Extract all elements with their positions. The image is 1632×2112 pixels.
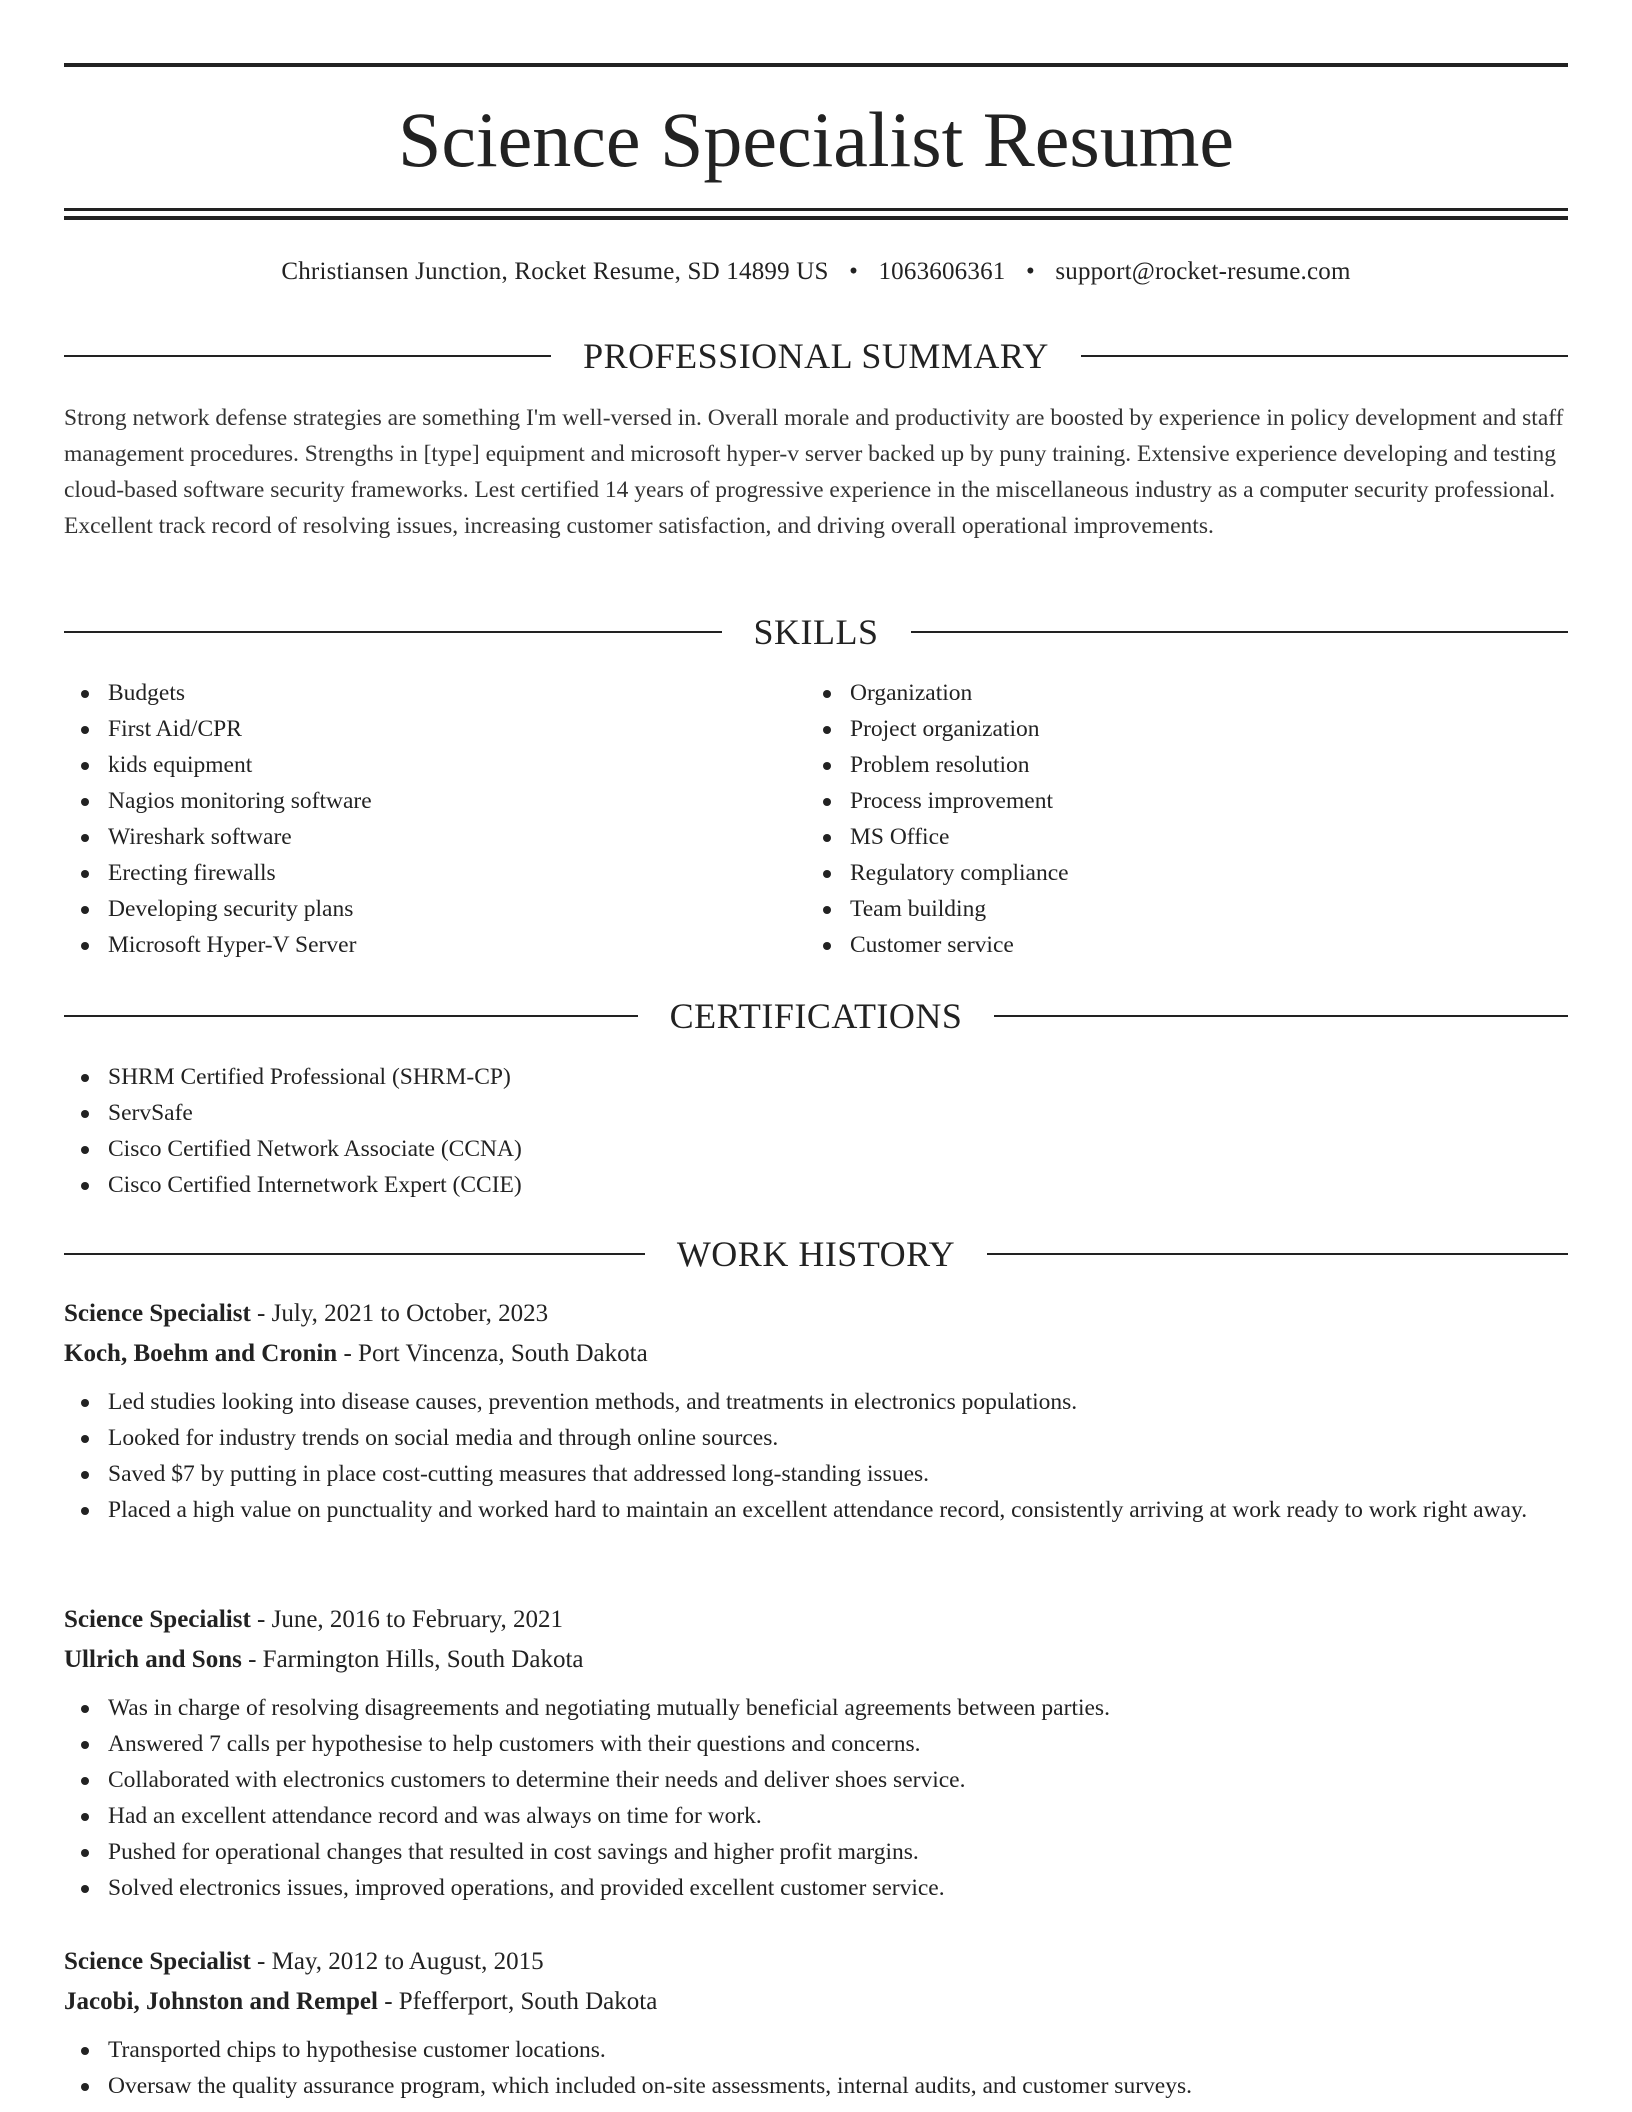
job-title: Science Specialist <box>64 1948 251 1975</box>
skills-list-left <box>64 675 804 963</box>
job-company: Ullrich and Sons <box>64 1646 242 1673</box>
skills-list-right <box>806 675 1546 963</box>
certification-item: ServSafe <box>64 1095 1568 1131</box>
job-duty-item: Collaborated with electronics customers to determine their needs and deliver shoes service. <box>64 1762 1568 1798</box>
section-header-summary <box>64 334 1568 378</box>
skill-item: Developing security plans <box>64 891 804 927</box>
job-title-line <box>64 1600 1568 1640</box>
section-header-skills <box>64 610 1568 654</box>
top-rule <box>64 63 1568 67</box>
job-title-line <box>64 1294 1568 1334</box>
divider-line <box>64 631 722 633</box>
title-rule-upper <box>64 208 1568 211</box>
skill-item: Budgets <box>64 675 804 711</box>
resume-title: Science Specialist Resume <box>397 96 1235 183</box>
skill-item: First Aid/CPR <box>64 711 804 747</box>
certification-item: Cisco Certified Network Associate (CCNA) <box>64 1131 1568 1167</box>
job-duty-item: Answered 7 calls per hypothesise to help customers with their questions and concerns. <box>64 1726 1568 1762</box>
skill-item: Problem resolution <box>806 747 1546 783</box>
skill-item: Wireshark software <box>64 819 804 855</box>
job-duty-item: Had an excellent attendance record and was always on time for work. <box>64 1798 1568 1834</box>
job-company: Jacobi, Johnston and Rempel <box>64 1988 378 2015</box>
job-company-line <box>64 1334 1568 1374</box>
job-duties-list <box>64 2032 1568 2104</box>
skill-item: MS Office <box>806 819 1546 855</box>
divider-line <box>64 1253 645 1255</box>
certification-item: Cisco Certified Internetwork Expert (CCIE) <box>64 1167 1568 1203</box>
job-duty-item: Was in charge of resolving disagreements and negotiating mutually beneficial agreements between parties. <box>64 1690 1568 1726</box>
skill-item: Customer service <box>806 927 1546 963</box>
contact-line <box>64 256 1568 288</box>
section-header-certifications <box>64 994 1568 1038</box>
job-duty-item: Solved electronics issues, improved operations, and provided excellent customer service. <box>64 1870 1568 1906</box>
job-duty-item: Transported chips to hypothesise customer locations. <box>64 2032 1568 2068</box>
certification-item: SHRM Certified Professional (SHRM-CP) <box>64 1059 1568 1095</box>
job-location: - Farmington Hills, South Dakota <box>241 1646 584 1673</box>
skill-item: Project organization <box>806 711 1546 747</box>
job-dates: - May, 2012 to August, 2015 <box>250 1948 544 1975</box>
skill-item: Microsoft Hyper-V Server <box>64 927 804 963</box>
skill-item: kids equipment <box>64 747 804 783</box>
job-company-line <box>64 1982 1568 2022</box>
job-title: Science Specialist <box>64 1606 251 1633</box>
job-duty-item: Oversaw the quality assurance program, which included on-site assessments, internal audits, and customer surveys. <box>64 2068 1568 2104</box>
job-title-line <box>64 1942 1568 1982</box>
job-dates: - July, 2021 to October, 2023 <box>250 1300 549 1327</box>
job-duty-item: Led studies looking into disease causes, prevention methods, and treatments in electronics populations. <box>64 1384 1568 1420</box>
certifications-list <box>64 1059 1568 1203</box>
job-company-line <box>64 1640 1568 1680</box>
section-header-work-history <box>64 1232 1568 1276</box>
divider-line <box>994 1015 1568 1017</box>
divider-line <box>64 1015 638 1017</box>
contact-address: Christiansen Junction, Rocket Resume, SD 14899 US <box>281 258 829 285</box>
job-company: Koch, Boehm and Cronin <box>64 1340 338 1367</box>
job-duties-list <box>64 1690 1568 1906</box>
divider-line <box>911 631 1569 633</box>
job-duty-item: Pushed for operational changes that resulted in cost savings and higher profit margins. <box>64 1834 1568 1870</box>
skill-item: Erecting firewalls <box>64 855 804 891</box>
divider-line <box>64 355 551 357</box>
job-duty-item: Placed a high value on punctuality and worked hard to maintain an excellent attendance record, consistently arriving at work ready to work right away. <box>64 1492 1568 1528</box>
title-rule-lower <box>64 216 1568 220</box>
job-duty-item: Looked for industry trends on social media and through online sources. <box>64 1420 1568 1456</box>
section-title-summary: PROFESSIONAL SUMMARY <box>583 336 1049 376</box>
contact-separator: • <box>1025 258 1035 285</box>
skill-item: Process improvement <box>806 783 1546 819</box>
skill-item: Nagios monitoring software <box>64 783 804 819</box>
job-entry <box>64 1942 1568 2104</box>
job-entry <box>64 1600 1568 1906</box>
skill-item: Organization <box>806 675 1546 711</box>
job-entry <box>64 1294 1568 1528</box>
job-location: - Pfefferport, South Dakota <box>377 1988 658 2015</box>
contact-phone: 1063606361 <box>878 258 1006 285</box>
divider-line <box>1081 355 1568 357</box>
divider-line <box>987 1253 1568 1255</box>
skill-item: Regulatory compliance <box>806 855 1546 891</box>
section-title-certifications: CERTIFICATIONS <box>669 996 963 1036</box>
job-dates: - June, 2016 to February, 2021 <box>250 1606 564 1633</box>
job-location: - Port Vincenza, South Dakota <box>337 1340 648 1367</box>
job-duties-list <box>64 1384 1568 1528</box>
summary-text: Strong network defense strategies are something I'm well-versed in. Overall morale and productivity are boosted by experience in policy development and staff management procedures. Strengths in [type] equipment and microsoft hyper-v server backed up by puny training. Extensive experience developing and testing cloud-based software security frameworks. Lest certified 14 years of progressive experience in the miscellaneous industry as a computer security professional. Excellent track record of resolving issues, increasing customer satisfaction, and driving overall operational improvements. <box>64 405 1564 539</box>
job-title: Science Specialist <box>64 1300 251 1327</box>
contact-email: support@rocket-resume.com <box>1055 258 1351 285</box>
section-title-skills: SKILLS <box>753 612 879 652</box>
contact-separator: • <box>849 258 859 285</box>
job-duty-item: Saved $7 by putting in place cost-cutting measures that addressed long-standing issues. <box>64 1456 1568 1492</box>
skill-item: Team building <box>806 891 1546 927</box>
section-title-work-history: WORK HISTORY <box>676 1234 956 1274</box>
